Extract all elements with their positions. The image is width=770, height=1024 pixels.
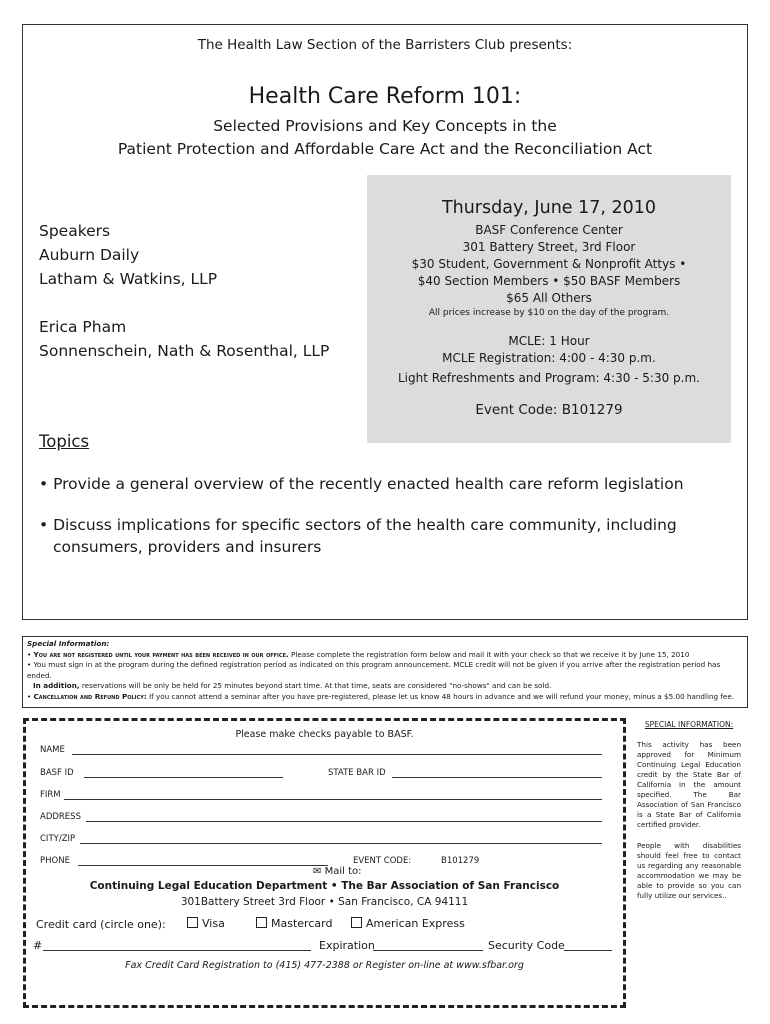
speaker-1-name: Auburn Daily	[39, 246, 140, 264]
special-info-heading: Special Information:	[27, 639, 110, 648]
subtitle-line-1: Selected Provisions and Key Concepts in the	[213, 117, 557, 135]
card-number-label: #	[33, 939, 43, 952]
price-line-2: $40 Section Members • $50 BASF Members	[417, 274, 681, 288]
mcle-hours: MCLE: 1 Hour	[508, 334, 590, 348]
topics-heading: Topics	[39, 432, 90, 451]
event-code-value: B101279	[441, 856, 480, 866]
speakers-heading: Speakers	[39, 222, 111, 240]
expiration-field[interactable]	[373, 950, 483, 951]
checks-payable: Please make checks payable to BASF.	[235, 729, 414, 740]
price-line-3: $65 All Others	[506, 291, 592, 305]
city-zip-label: CITY/ZIP	[40, 834, 76, 844]
mail-to: ✉ Mail to:	[313, 866, 362, 877]
topic-2-continued: consumers, providers and insurers	[53, 538, 322, 556]
mastercard-option[interactable]: Mastercard	[256, 917, 332, 930]
mcle-registration: MCLE Registration: 4:00 - 4:30 p.m.	[442, 351, 656, 365]
city-zip-field[interactable]	[80, 843, 602, 844]
special-info-line-1: • You are not registered until your payment has been received in our office. Please complete the registration form below and mail it with your check so that we receive it by June 15, 2010	[27, 649, 690, 659]
basf-id-field[interactable]	[84, 777, 283, 778]
special-info-line-2: • You must sign in at the program during the defined registration period as indicated on this program announcement. MCLE credit will not be given if you arrive after the registration period has ended.	[27, 660, 721, 680]
address-label: ADDRESS	[40, 812, 81, 822]
subtitle-line-2: Patient Protection and Affordable Care Act and the Reconciliation Act	[117, 140, 653, 158]
refreshments-time: Light Refreshments and Program: 4:30 - 5:30 p.m.	[397, 371, 700, 385]
security-code-label: Security Code	[488, 939, 565, 952]
topic-1: • Provide a general overview of the recently enacted health care reform legislation	[39, 475, 684, 493]
envelope-icon: ✉	[313, 866, 322, 877]
side-special-information	[637, 720, 741, 901]
visa-checkbox[interactable]	[187, 917, 198, 928]
event-details-panel	[367, 175, 731, 443]
phone-label: PHONE	[40, 856, 70, 866]
special-info-line-4: • Cancellation and Refund Policy: If you cannot attend a seminar after you have pre-registered, please let us know 48 hours in advance and we will refund your money, minus a $5.00 handling fee.	[27, 691, 735, 701]
address-field[interactable]	[86, 821, 602, 822]
security-code-field[interactable]	[564, 950, 612, 951]
topic-2: • Discuss implications for specific sectors of the health care community, including	[39, 516, 677, 534]
firm-label: FIRM	[40, 790, 61, 800]
price-note: All prices increase by $10 on the day of the program.	[428, 308, 670, 318]
event-address: 301 Battery Street, 3rd Floor	[462, 240, 636, 254]
state-bar-id-label: STATE BAR ID	[328, 768, 386, 778]
event-venue: BASF Conference Center	[475, 223, 623, 237]
side-info-accreditation: This activity has been approved for Minimum Continuing Legal Education credit by the State Bar of California in the amount specified. The Bar Association of San Francisco is a State Bar of California certified provider.	[637, 740, 741, 829]
visa-option[interactable]: Visa	[187, 917, 225, 930]
event-date: Thursday, June 17, 2010	[441, 198, 657, 218]
page-title: Health Care Reform 101:	[248, 84, 522, 109]
state-bar-id-field[interactable]	[392, 777, 602, 778]
firm-field[interactable]	[64, 799, 602, 800]
event-code: Event Code: B101279	[475, 402, 623, 418]
speaker-2-name: Erica Pham	[39, 318, 127, 336]
special-info-line-3: In addition, reservations will be only be held for 25 minutes beyond start time. At that time, seats are considered "no-shows" and can be sold.	[33, 681, 552, 690]
speaker-2-firm: Sonnenschein, Nath & Rosenthal, LLP	[39, 342, 330, 360]
card-number-field[interactable]	[43, 950, 311, 951]
amex-option[interactable]: American Express	[351, 917, 465, 930]
side-info-heading: SPECIAL INFORMATION:	[644, 720, 734, 729]
special-information-box	[22, 636, 748, 708]
speaker-1-firm: Latham & Watkins, LLP	[39, 270, 218, 288]
presents-line: The Health Law Section of the Barristers Club presents:	[197, 37, 573, 53]
amex-checkbox[interactable]	[351, 917, 362, 928]
expiration-label: Expiration	[319, 939, 375, 952]
event-code-label: EVENT CODE:	[353, 856, 412, 866]
fax-line: Fax Credit Card Registration to (415) 477-2388 or Register on-line at www.sfbar.org	[125, 960, 524, 971]
phone-field[interactable]	[78, 865, 328, 866]
name-field[interactable]	[72, 754, 602, 755]
basf-id-label: BASF ID	[40, 768, 74, 778]
name-label: NAME	[40, 745, 65, 755]
mail-address: 301Battery Street 3rd Floor • San Francisco, CA 94111	[180, 896, 469, 908]
mastercard-checkbox[interactable]	[256, 917, 267, 928]
mail-department: Continuing Legal Education Department • The Bar Association of San Francisco	[89, 880, 560, 892]
price-line-1: $30 Student, Government & Nonprofit Attys •	[411, 257, 687, 271]
side-info-disabilities: People with disabilities should feel free to contact us regarding any reasonable accommodation we may be able to provide so you can fully utilize our services..	[637, 841, 741, 900]
credit-card-label: Credit card (circle one):	[36, 918, 166, 931]
